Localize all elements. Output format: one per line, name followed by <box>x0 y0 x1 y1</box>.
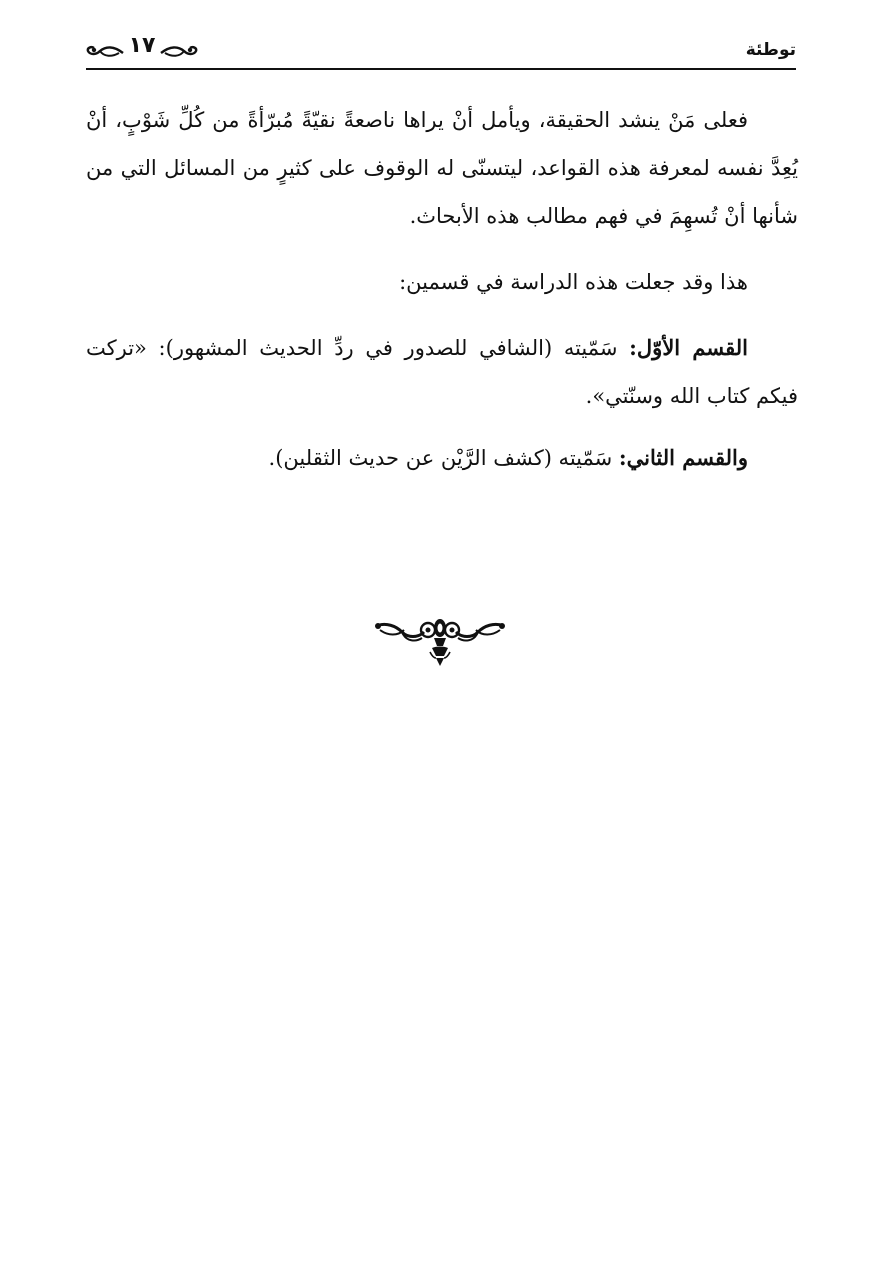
floral-ornament-icon <box>372 612 508 668</box>
part-two-label: والقسم الثاني: <box>618 445 748 470</box>
intro-paragraph: فعلى مَنْ ينشد الحقيقة، ويأمل أنْ يراها ناصعةً نقيّةً مُبرّأةً من كُلِّ شَوْبٍ، أنْ يُعِدَّ نفسه لمعرفة هذه القواعد، ليتسنّى له الوقوف على كثيرٍ من المسائل التي من شأنها أنْ تُسهِمَ في فهم مطالب هذه الأبحاث. <box>86 108 799 228</box>
page-number: ١٧ <box>128 33 156 58</box>
division-paragraph: هذا وقد جعلت هذه الدراسة في قسمين: <box>399 270 748 294</box>
part-two-paragraph <box>86 434 798 482</box>
part-two-text: سَمّيته (كشف الرَّيْن عن حديث الثقلين). <box>268 446 619 470</box>
part-one-paragraph <box>86 324 798 420</box>
part-one-text: سَمّيته (الشافي للصدور في ردِّ الحديث المشهور): «تركت فيكم كتاب الله وسنّتي». <box>86 336 798 408</box>
part-one-label: القسم الأوّل: <box>629 335 748 360</box>
right-flourish-icon <box>160 44 198 60</box>
running-title: توطئة <box>745 40 796 60</box>
left-flourish-icon <box>86 44 124 60</box>
header-rule <box>86 68 796 70</box>
page-number-group <box>86 34 198 64</box>
page-body <box>86 96 798 482</box>
page-header <box>86 30 796 74</box>
